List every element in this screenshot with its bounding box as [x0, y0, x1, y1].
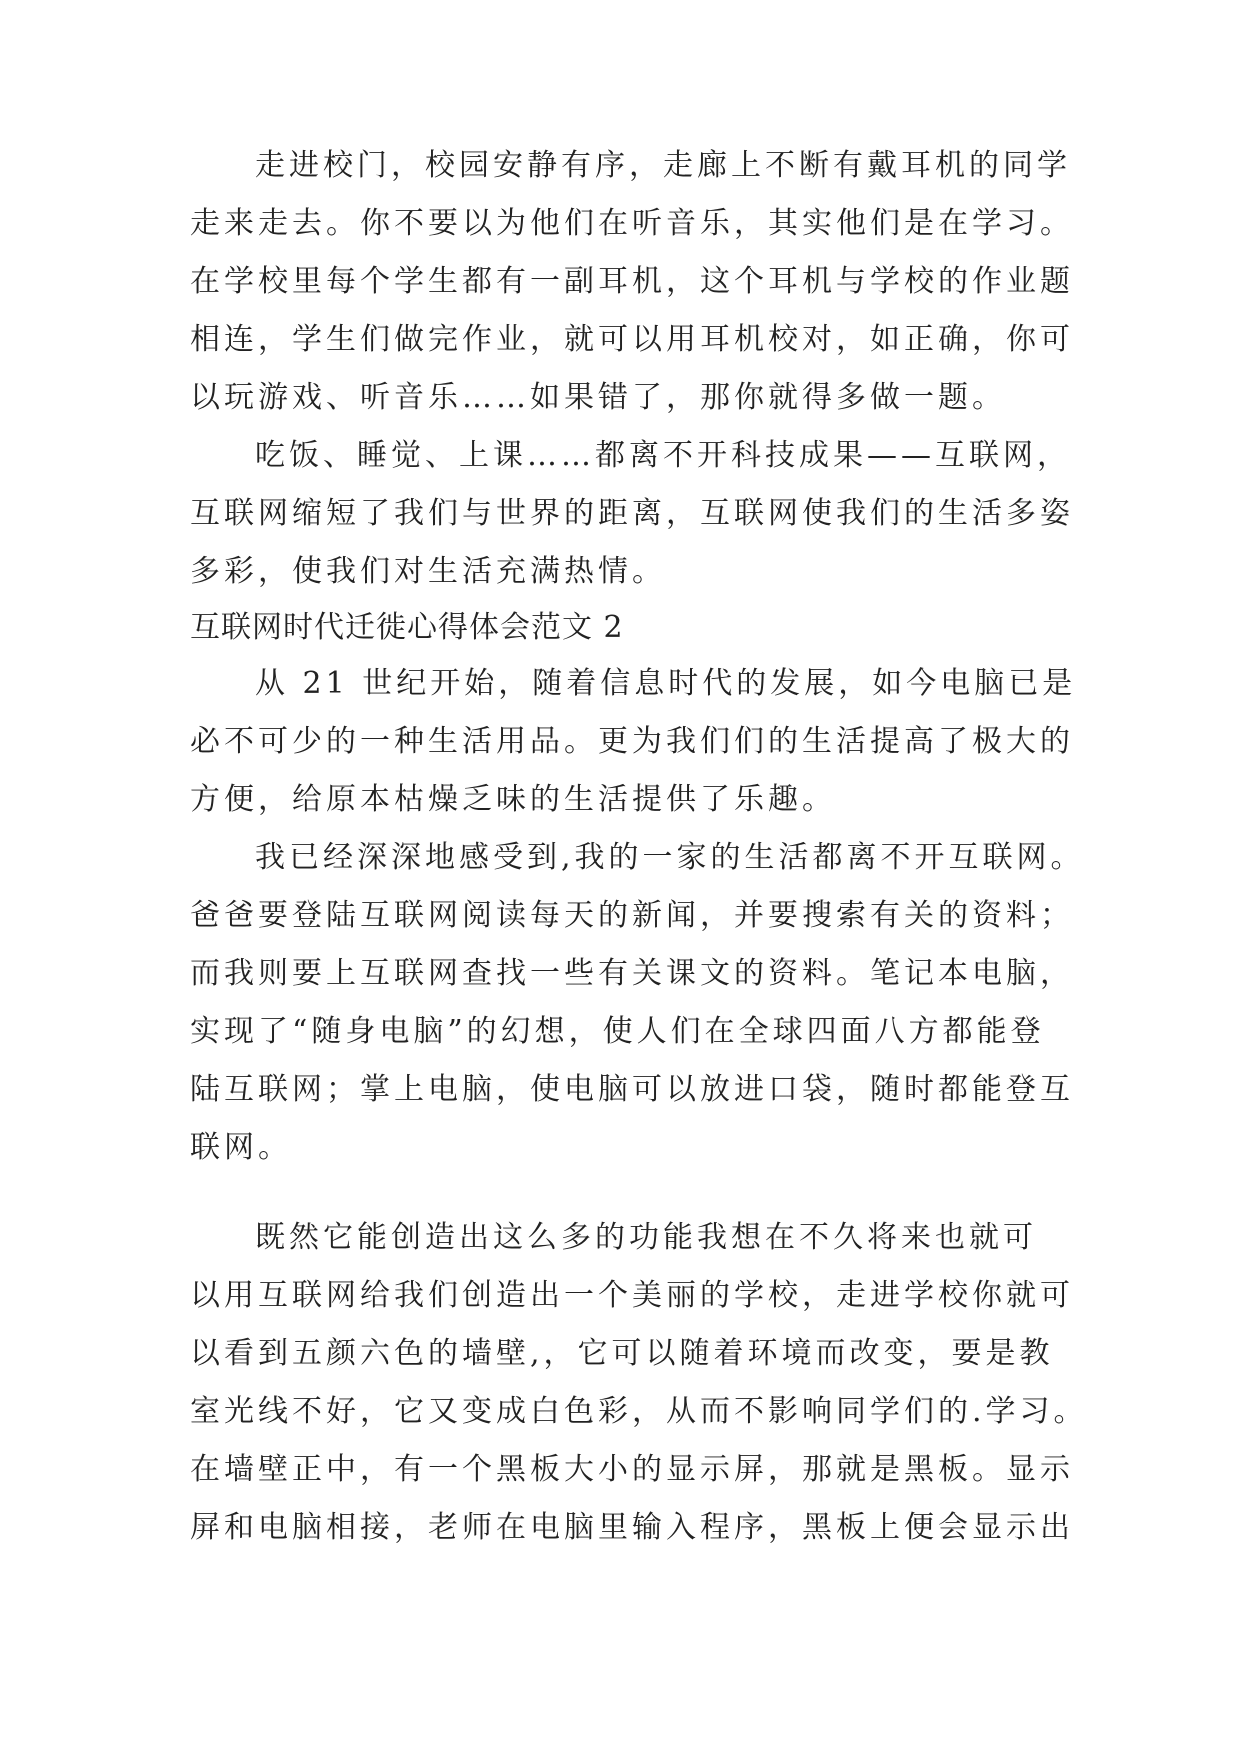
- paragraph-2-line-3: 多彩，使我们对生活充满热情。: [190, 554, 666, 589]
- paragraph-3-line-2: 必不可少的一种生活用品。更为我们们的生活提高了极大的: [190, 724, 1074, 759]
- section-heading: 互联网时代迁徙心得体会范文 2: [190, 610, 624, 645]
- paragraph-4-line-1: 我已经深深地感受到,我的一家的生活都离不开互联网。: [255, 840, 1085, 875]
- paragraph-5-line-6: 屏和电脑相接，老师在电脑里输入程序，黑板上便会显示出: [190, 1510, 1074, 1545]
- paragraph-1-line-1: 走进校门，校园安静有序，走廊上不断有戴耳机的同学: [255, 148, 1071, 183]
- paragraph-1-line-5: 以玩游戏、听音乐……如果错了，那你就得多做一题。: [190, 380, 1006, 415]
- paragraph-4-line-3: 而我则要上互联网查找一些有关课文的资料。笔记本电脑，: [190, 956, 1074, 991]
- paragraph-2-line-2: 互联网缩短了我们与世界的距离，互联网使我们的生活多姿: [190, 496, 1074, 531]
- paragraph-1-line-2: 走来走去。你不要以为他们在听音乐，其实他们是在学习。: [190, 206, 1074, 241]
- paragraph-4-line-5: 陆互联网；掌上电脑，使电脑可以放进口袋，随时都能登互: [190, 1072, 1074, 1107]
- paragraph-5-line-3: 以看到五颜六色的墙壁,，它可以随着环境而改变，要是教: [190, 1336, 1054, 1371]
- paragraph-1-line-3: 在学校里每个学生都有一副耳机，这个耳机与学校的作业题: [190, 264, 1074, 299]
- paragraph-5-line-4: 室光线不好，它又变成白色彩，从而不影响同学们的.学习。: [190, 1394, 1088, 1429]
- paragraph-4-line-4: 实现了“随身电脑”的幻想，使人们在全球四面八方都能登: [190, 1014, 1045, 1049]
- paragraph-4-line-6: 联网。: [190, 1130, 292, 1165]
- paragraph-4-line-2: 爸爸要登陆互联网阅读每天的新闻，并要搜索有关的资料；: [190, 898, 1074, 933]
- paragraph-5-line-5: 在墙壁正中，有一个黑板大小的显示屏，那就是黑板。显示: [190, 1452, 1074, 1487]
- paragraph-2-line-1: 吃饭、睡觉、上课……都离不开科技成果——互联网，: [255, 438, 1071, 473]
- paragraph-3-line-3: 方便，给原本枯燥乏味的生活提供了乐趣。: [190, 782, 836, 817]
- paragraph-3-line-1: 从 21 世纪开始，随着信息时代的发展，如今电脑已是: [255, 666, 1077, 701]
- paragraph-1-line-4: 相连，学生们做完作业，就可以用耳机校对，如正确，你可: [190, 322, 1074, 357]
- paragraph-5-line-2: 以用互联网给我们创造出一个美丽的学校，走进学校你就可: [190, 1278, 1074, 1313]
- paragraph-5-line-1: 既然它能创造出这么多的功能我想在不久将来也就可: [255, 1220, 1037, 1255]
